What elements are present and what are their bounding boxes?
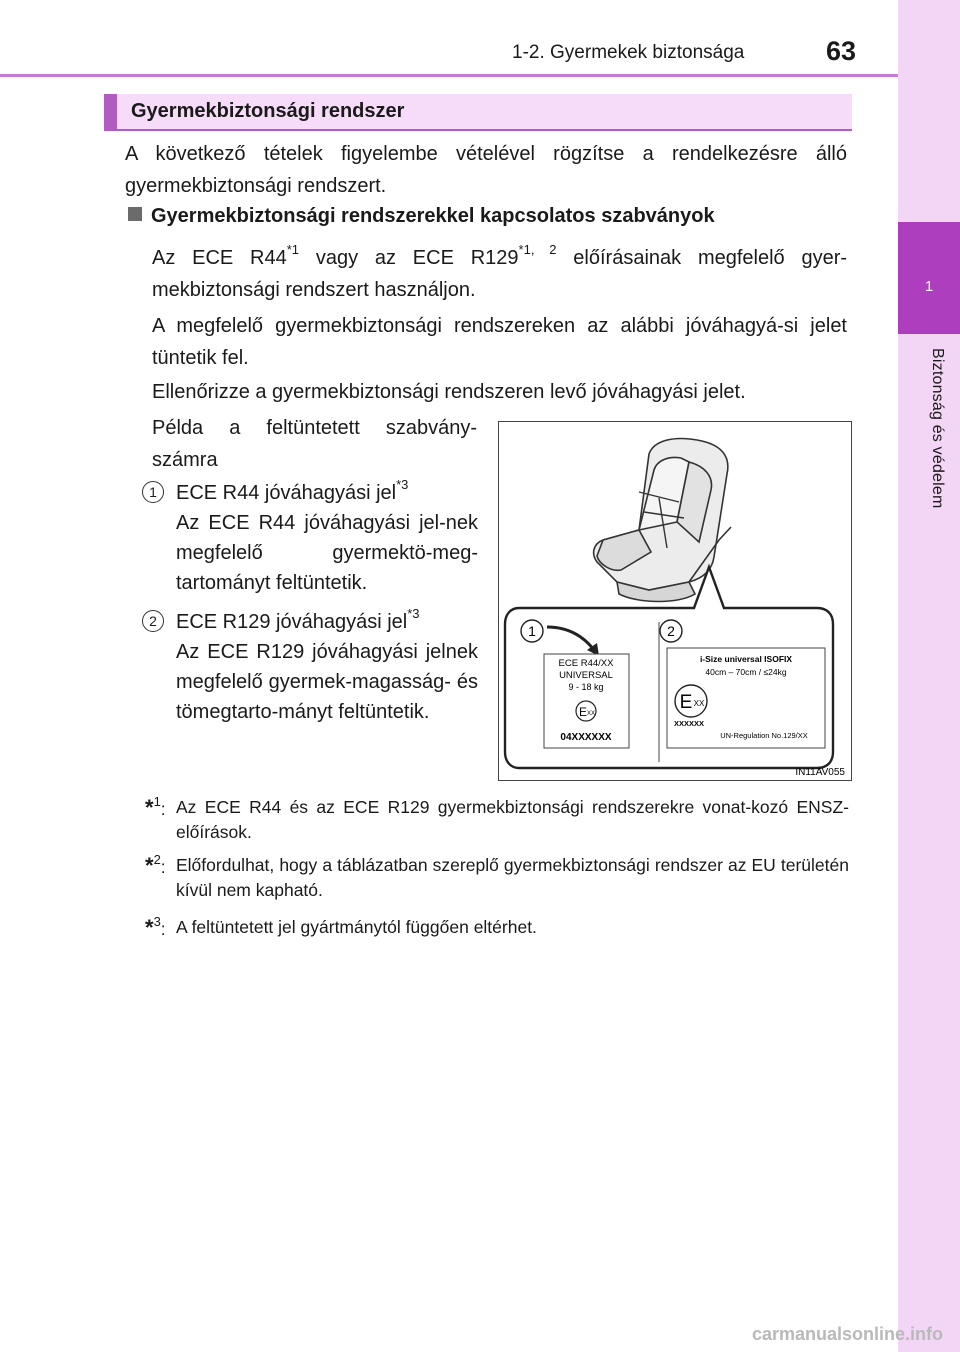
chapter-number-tab: 1 <box>898 222 960 334</box>
running-header: 1-2. Gyermekek biztonsága <box>512 42 745 63</box>
footnote-mark: *$^2$: <box>145 852 166 878</box>
intro-paragraph: A következő tételek figyelembe vételével rögzítse a rendelkezésre álló gyermekbiztonsági rendszert. <box>125 143 847 197</box>
label-r44-code: 04XXXXXX <box>560 732 612 743</box>
item-title: ECE R44 jóváhagyási jel <box>176 482 397 504</box>
example-label: Példa a feltüntetett szabvány-számra <box>152 417 477 471</box>
paragraph-approval-mark: A megfelelő gyermekbiztonsági rendszereken az alábbi jóváhagyá-si jelet tüntetik fel. <box>152 315 847 369</box>
item-r129 <box>176 607 478 727</box>
item-r44 <box>176 478 478 598</box>
child-seat-drawing <box>499 422 853 782</box>
item-title: ECE R129 jóváhagyási jel <box>176 611 408 633</box>
section-title: Gyermekbiztonsági rendszer <box>131 100 405 122</box>
footnote-number: 2 <box>153 852 161 868</box>
paragraph-text: Az ECE R44 <box>152 247 287 269</box>
footnote-number: 1 <box>153 794 161 810</box>
image-code: IN11AV055 <box>795 767 845 778</box>
footnote-star: * <box>145 795 154 820</box>
footnote-text: A feltüntetett jel gyártmánytól függően eltérhet. <box>176 917 537 937</box>
item-number-badge: 1 <box>142 481 164 503</box>
paragraph-text: előírásainak megfelelő gyer-mekbiztonsági rendszert használjon. <box>152 247 848 301</box>
section-title-bar <box>104 94 852 131</box>
child-seat-illustration <box>498 421 852 781</box>
chapter-title: Biztonság és védelem <box>929 348 946 509</box>
subheading <box>128 205 715 228</box>
footnote-text: Előfordulhat, hogy a táblázatban szereplő gyermekbiztonsági rendszer az EU területén kívül nem kapható. <box>176 855 849 900</box>
paragraph-standards <box>152 242 847 306</box>
footnote-ref: *3 <box>396 477 409 493</box>
watermark: carmanualsonline.info <box>752 1324 944 1344</box>
label-r129-regulation: UN-Regulation No.129/XX <box>720 731 808 740</box>
label-r129-line2: 40cm – 70cm / ≤24kg <box>705 667 787 677</box>
callout-number: 1 <box>528 623 536 639</box>
square-bullet-icon <box>128 207 142 221</box>
label-r129-code: XXXXXX <box>673 719 705 728</box>
page-number: 63 <box>826 36 857 66</box>
emark-number: XX <box>693 699 705 708</box>
emark-letter: E <box>679 692 693 713</box>
footnote-mark: *$^3$: <box>145 914 166 940</box>
header-divider <box>0 74 898 77</box>
paragraph-check: Ellenőrizze a gyermekbiztonsági rendszeren levő jóváhagyási jelet. <box>152 381 746 403</box>
label-r129-line1: i-Size universal ISOFIX <box>699 654 793 664</box>
label-r44-line3: 9 - 18 kg <box>568 682 604 692</box>
item-body: Az ECE R129 jóváhagyási jelnek megfelelő gyermek-magasság- és tömegtarto-mányt feltüntetik. <box>176 641 478 723</box>
footnote-number: 3 <box>153 914 161 930</box>
item-number-badge: 2 <box>142 610 164 632</box>
label-r44-line1: ECE R44/XX <box>558 658 614 669</box>
footnote-ref: *1, 2 <box>518 242 557 258</box>
label-r44-line2: UNIVERSAL <box>559 670 613 681</box>
footnote-text: Az ECE R44 és az ECE R129 gyermekbiztonsági rendszerekre vonat-kozó ENSZ-előírások. <box>176 797 849 842</box>
footnote-star: * <box>145 853 154 878</box>
item-body: Az ECE R44 jóváhagyási jel-nek megfelelő gyermektö-meg-tartományt feltüntetik. <box>176 512 478 594</box>
subheading-text: Gyermekbiztonsági rendszerekkel kapcsolatos szabványok <box>151 205 715 227</box>
footnote-ref: *1 <box>286 242 300 258</box>
footnote-ref: *3 <box>407 606 420 622</box>
chapter-side-tab <box>898 0 960 1352</box>
paragraph-text: vagy az ECE R129 <box>299 247 519 269</box>
callout-number: 2 <box>667 623 675 639</box>
footnote-mark: *$^1$: <box>145 794 166 820</box>
emark-letter: E <box>578 705 588 719</box>
footnote-star: * <box>145 915 154 940</box>
emark-number: XX <box>586 711 596 717</box>
